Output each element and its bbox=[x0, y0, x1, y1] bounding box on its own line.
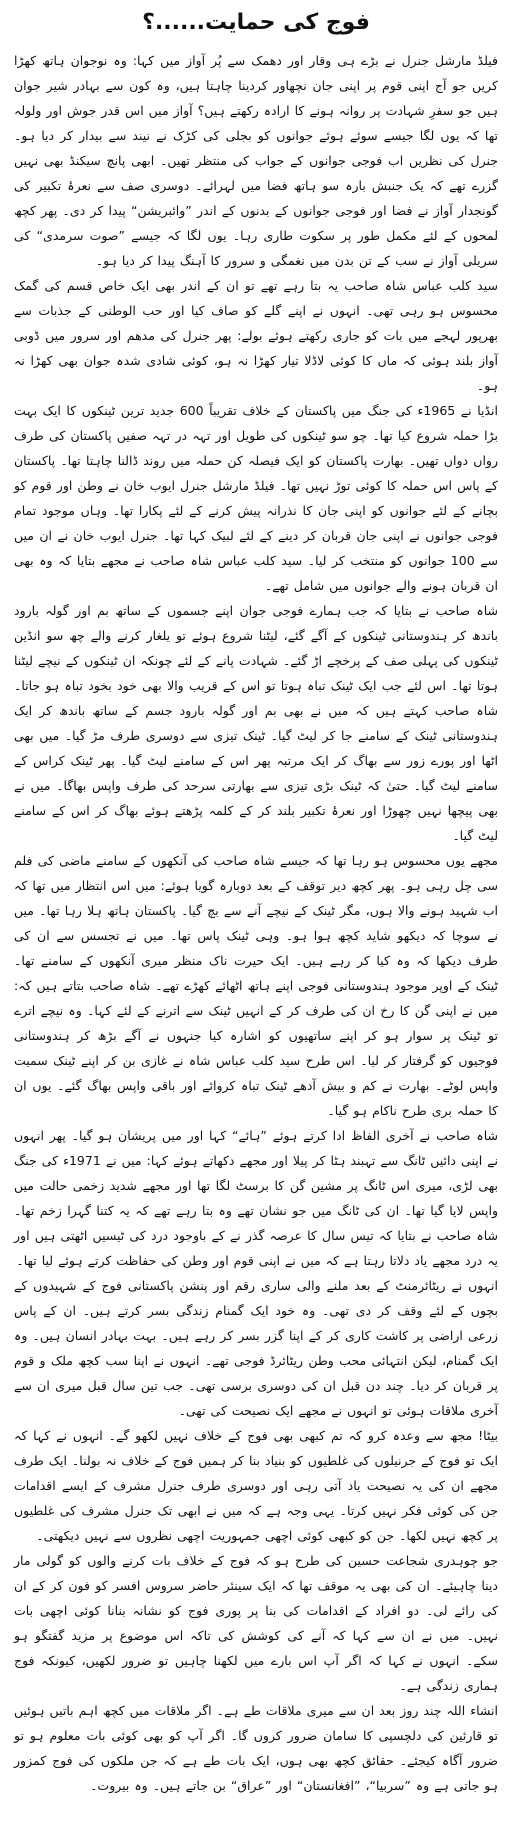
article-paragraph: سید کلب عباس شاہ صاحب یہ بتا رہے تھے تو ان کے اندر بھی ایک خاص قسم کی گمک محسوس ہو رہی تھی۔ انہوں نے اپنے گلے کو صاف کیا اور حب الوطنی کے جذبات سے بھرپور لہجے میں بات کو جاری رکھتے ہوئے بولے: پھر جنرل کی مدھم اور سرور میں ڈوبی آواز بلند ہوئی کہ ماں کا کوئی لاڈلا تیار کھڑا نہ ہو، کوئی شادی شدہ جوان بھی کھڑا نہ ہو۔ bbox=[14, 278, 498, 393]
article-paragraph: انہوں نے ریٹائرمنٹ کے بعد ملنے والی ساری رقم اور پنشن پاکستانی فوج کے شہیدوں کے بچوں کے لئے وقف کر دی تھی۔ وہ خود ایک گمنام زندگی بسر کرتے ہیں۔ ان کے پاس زرعی اراضی پر کاشت کاری کر کے اپنا گزر بسر کر رہے ہیں۔ بہت بہادر انسان ہیں۔ وہ ایک گمنام، لیکن انتہائی محب وطن ریٹائرڈ فوجی تھے۔ انہوں نے اپنا سب کچھ ملک و قوم پر قربان کر دیا۔ چند دن قبل ان کی دوسری برسی تھی۔ جب تین سال قبل میری ان سے آخری ملاقات ہوئی تو انہوں نے مجھے ایک نصیحت کی تھی۔ bbox=[14, 1278, 498, 1418]
article-body bbox=[14, 48, 498, 1798]
article-paragraph: مجھے یوں محسوس ہو رہا تھا کہ جیسے شاہ صاحب کی آنکھوں کے سامنے ماضی کی فلم سی چل رہی ہو۔ پھر کچھ دیر توقف کے بعد دوبارہ گویا ہوئے: میں اس انتظار میں تھا کہ اب شہید ہونے والا ہوں، مگر ٹینک کے نیچے آنے سے بچ گیا۔ پاکستان ہاتھ ہلا رہا تھا۔ میں نے سوچا کہ دیکھو شاید کچھ ہوا ہو۔ وہی ٹینک پاس تھا۔ میں نے تجسس سے ان کی طرف دیکھا کہ وہ کیا کر رہے ہیں۔ ایک حیرت ناک منظر میری آنکھوں کے سامنے تھا۔ ٹینک کے اوپر موجود ہندوستانی فوجی اپنے ہاتھ اٹھائے کھڑے تھے۔ شاہ صاحب بتاتے ہیں کہ: میں نے اپنی گن کا رخ ان کی طرف کر کے انہیں ٹینک سے اترنے کے لئے کہا۔ وہ نیچے اترے تو ٹینک پر سوار ہو کر اپنے ساتھیوں کو اشارہ کیا جنہوں نے آگے بڑھ کر ہندوستانی فوجیوں کو گرفتار کر لیا۔ اس طرح سید کلب عباس شاہ نے غازی بن کر اپنے ٹینک سمیت واپس لوٹے۔ بھارت نے کم و بیش آدھے ٹینک تباہ کروائے اور باقی واپس بھاگ گئے۔ یوں ان کا حملہ بری طرح ناکام ہو گیا۔ bbox=[14, 853, 498, 1118]
article-paragraph: شاہ صاحب نے آخری الفاظ ادا کرتے ہوئے ”ہائے“ کہا اور میں پریشان ہو گیا۔ پھر انہوں نے اپنی دائیں ٹانگ سے تہبند ہٹا کر پیلا اور مجھے دکھاتے ہوئے کہا: میں نے 1971ء کی جنگ بھی لڑی، میری اس ٹانگ پر مشین گن کا برسٹ لگا تھا اور مجھے شدید زخمی حالت میں واپس لایا گیا تھا۔ ان کی ٹانگ میں جو نشان تھے وہ بتا رہے تھے کہ یہ کتنا گہرا زخم تھا۔ شاہ صاحب نے بتایا کہ تیس سال کا عرصہ گذر نے کے باوجود درد کی ٹیسیں اٹھتی ہیں اور یہ درد مجھے یاد دلاتا رہتا ہے کہ میں نے اپنی قوم اور وطن کی حفاظت کرتے ہوئے لیا تھا۔ bbox=[14, 1128, 498, 1268]
article-paragraph: بیٹا! مجھ سے وعدہ کرو کہ تم کبھی بھی فوج کے خلاف نہیں لکھو گے۔ انہوں نے کہا کہ ایک تو فوج کے جرنیلوں کی غلطیوں کو بنیاد بنا کر ہمیں فوج کے خلاف نہ بولنا۔ ایک طرف مجھے ان کی یہ نصیحت یاد آتی رہی اور دوسری طرف جنرل مشرف کے ایسے اقدامات جن کی کوئی فکر نہیں کرتا۔ یہی وجہ ہے کہ میں نے ابھی تک جنرل مشرف کی غلطیوں پر کچھ نہیں لکھا۔ جن کو کبھی کوئی اچھی جمہوریت اچھی نظروں سے نہیں دیکھتی۔ bbox=[14, 1428, 498, 1543]
article-headline: فوج کی حمایت......؟ bbox=[142, 10, 370, 35]
article-paragraph: انڈیا نے 1965ء کی جنگ میں پاکستان کے خلاف تقریباً 600 جدید ترین ٹینکوں کا ایک بہت بڑا حملہ شروع کیا تھا۔ چو سو ٹینکوں کی طویل اور تہہ در تہہ صفیں پاکستان کی طرف رواں دواں تھیں۔ بھارت پاکستان کو ایک فیصلہ کن حملہ میں روند ڈالنا چاہتا تھا۔ پاکستان کے پاس اس حملہ کا کوئی توڑ نہیں تھا۔ فیلڈ مارشل جنرل ایوب خان نے وطن اور قوم کو بچانے کے لئے جوانوں کو اپنی جان کا نذرانہ پیش کرنے کے لئے پکارا تھا۔ وہاں موجود تمام فوجی جوانوں نے اپنی جان قربان کر دینے کے لئے لبیک کہا تھا۔ جنرل ایوب خان نے ان میں سے 100 جوانوں کو منتخب کر لیا۔ سید کلب عباس شاہ صاحب نے مجھے بتایا کہ وہ بھی ان قربان ہونے والے جوانوں میں شامل تھے۔ bbox=[14, 403, 498, 593]
article-paragraph: فیلڈ مارشل جنرل نے بڑے ہی وقار اور دھمک سے پُر آواز میں کہا: وہ نوجوان ہاتھ کھڑا کریں جو آج اپنی قوم پر اپنی جان نچھاور کردینا چاہتا ہیں، وہ کون سے بہادر شیر جوان ہیں جو سفرِ شہادت پر روانہ ہونے کا ارادہ رکھتے ہیں؟ آواز میں اس قدر جوش اور ولولہ تھا کہ یوں لگا جیسے سوئے ہوئے جوانوں کو بجلی کی کڑک نے نیند سے بیدار کر دیا ہو۔ جنرل کی نظریں اب فوجی جوانوں کے جواب کی منتظر تھیں۔ ابھی پانچ سیکنڈ بھی نہیں گزرے تھے کہ یک جنبش بارہ سو ہاتھ فضا میں لہرائے۔ دوسری صف سے نعرۂ تکبیر کی گونجدار آواز نے فضا اور فوجی جوانوں کے بدنوں کے اندر ”وائبریشن“ پیدا کر دی۔ پھر کچھ لمحوں کے لئے مکمل طور پر سکوت طاری رہا۔ یوں لگا کہ جیسے ”صوت سرمدی“ کی سریلی آواز نے سب کے تن بدن میں نغمگی و سرور کا آہنگ پیدا کر دیا ہو۔ bbox=[14, 53, 498, 268]
article-paragraph: شاہ صاحب نے بتایا کہ جب ہمارے فوجی جوان اپنے جسموں کے ساتھ بم اور گولہ بارود باندھ کر ہندوستانی ٹینکوں کے آگے گئے، لیٹنا شروع ہوئے تو یلغار کرنے والے چھ سو انڈین ٹینکوں کی پہلی صف کے پرخچے اڑ گئے۔ شہادت پانے کے لئے چونکہ ان ٹینکوں کے نیچے لیٹنا ہوتا تھا۔ اس لئے جب ایک ٹینک تباہ ہوتا تو اس کے قریب والا بھی خود بخود تباہ ہو جاتا۔ شاہ صاحب کہتے ہیں کہ میں نے بھی بم اور گولہ بارود جسم کے ساتھ باندھ کر ایک ہندوستانی ٹینک کے سامنے جا کر لیٹ گیا۔ ٹینک تیزی سے دوسری طرف مڑ گیا۔ میں بھی اٹھا اور پورے زور سے بھاگ کر ایک مرتبہ پھر اس کے سامنے لیٹ گیا۔ پھر ٹینک کراس کے سامنے لیٹ گیا۔ حتیٰ کہ ٹینک بڑی تیزی سے بھارتی سرحد کی طرف واپس بھاگا۔ میں نے بھی پیچھا نہیں چھوڑا اور نعرۂ تکبیر بلند کر کے کلمہ پڑھتے ہوئے بھاگ کر اس کے سامنے لیٹ گیا۔ bbox=[14, 603, 498, 843]
article-paragraph: انشاء اللہ چند روز بعد ان سے میری ملاقات طے ہے۔ اگر ملاقات میں کچھ اہم باتیں ہوئیں تو قارئین کی دلچسپی کا سامان ضرور کروں گا۔ اگر آپ کو بھی کوئی بات معلوم ہو تو ضرور آگاہ کیجئے۔ حقائق کچھ بھی ہوں، ایک بات طے ہے کہ جن ملکوں کی فوج کمزور ہو جاتی ہے وہ ”سربیا“، ”افغانستان“ اور ”عراق“ بن جاتے ہیں۔ وہ بیروت۔ bbox=[14, 1703, 498, 1793]
article-paragraph: جو چوہدری شجاعت حسین کی طرح ہو کہ فوج کے خلاف بات کرنے والوں کو گولی مار دینا چاہیئے۔ ان کی بھی یہ موقف تھا کہ ایک سینئر حاضر سروس افسر کو فون کر کے ان کی رائے لی۔ دو افراد کے اقدامات کی بنا پر پوری فوج کو نشانہ بنانا کوئی اچھی بات نہیں۔ میں نے ان سے کہا کہ آنے کی کوشش کی تاکہ اس موضوع پر مزید گفتگو ہو سکے۔ انہوں نے کہا کہ اگر آپ اس بارے میں لکھنا چاہیں تو ضرور لکھیں، کیونکہ فوج ہماری زندگی ہے۔ bbox=[14, 1553, 498, 1693]
